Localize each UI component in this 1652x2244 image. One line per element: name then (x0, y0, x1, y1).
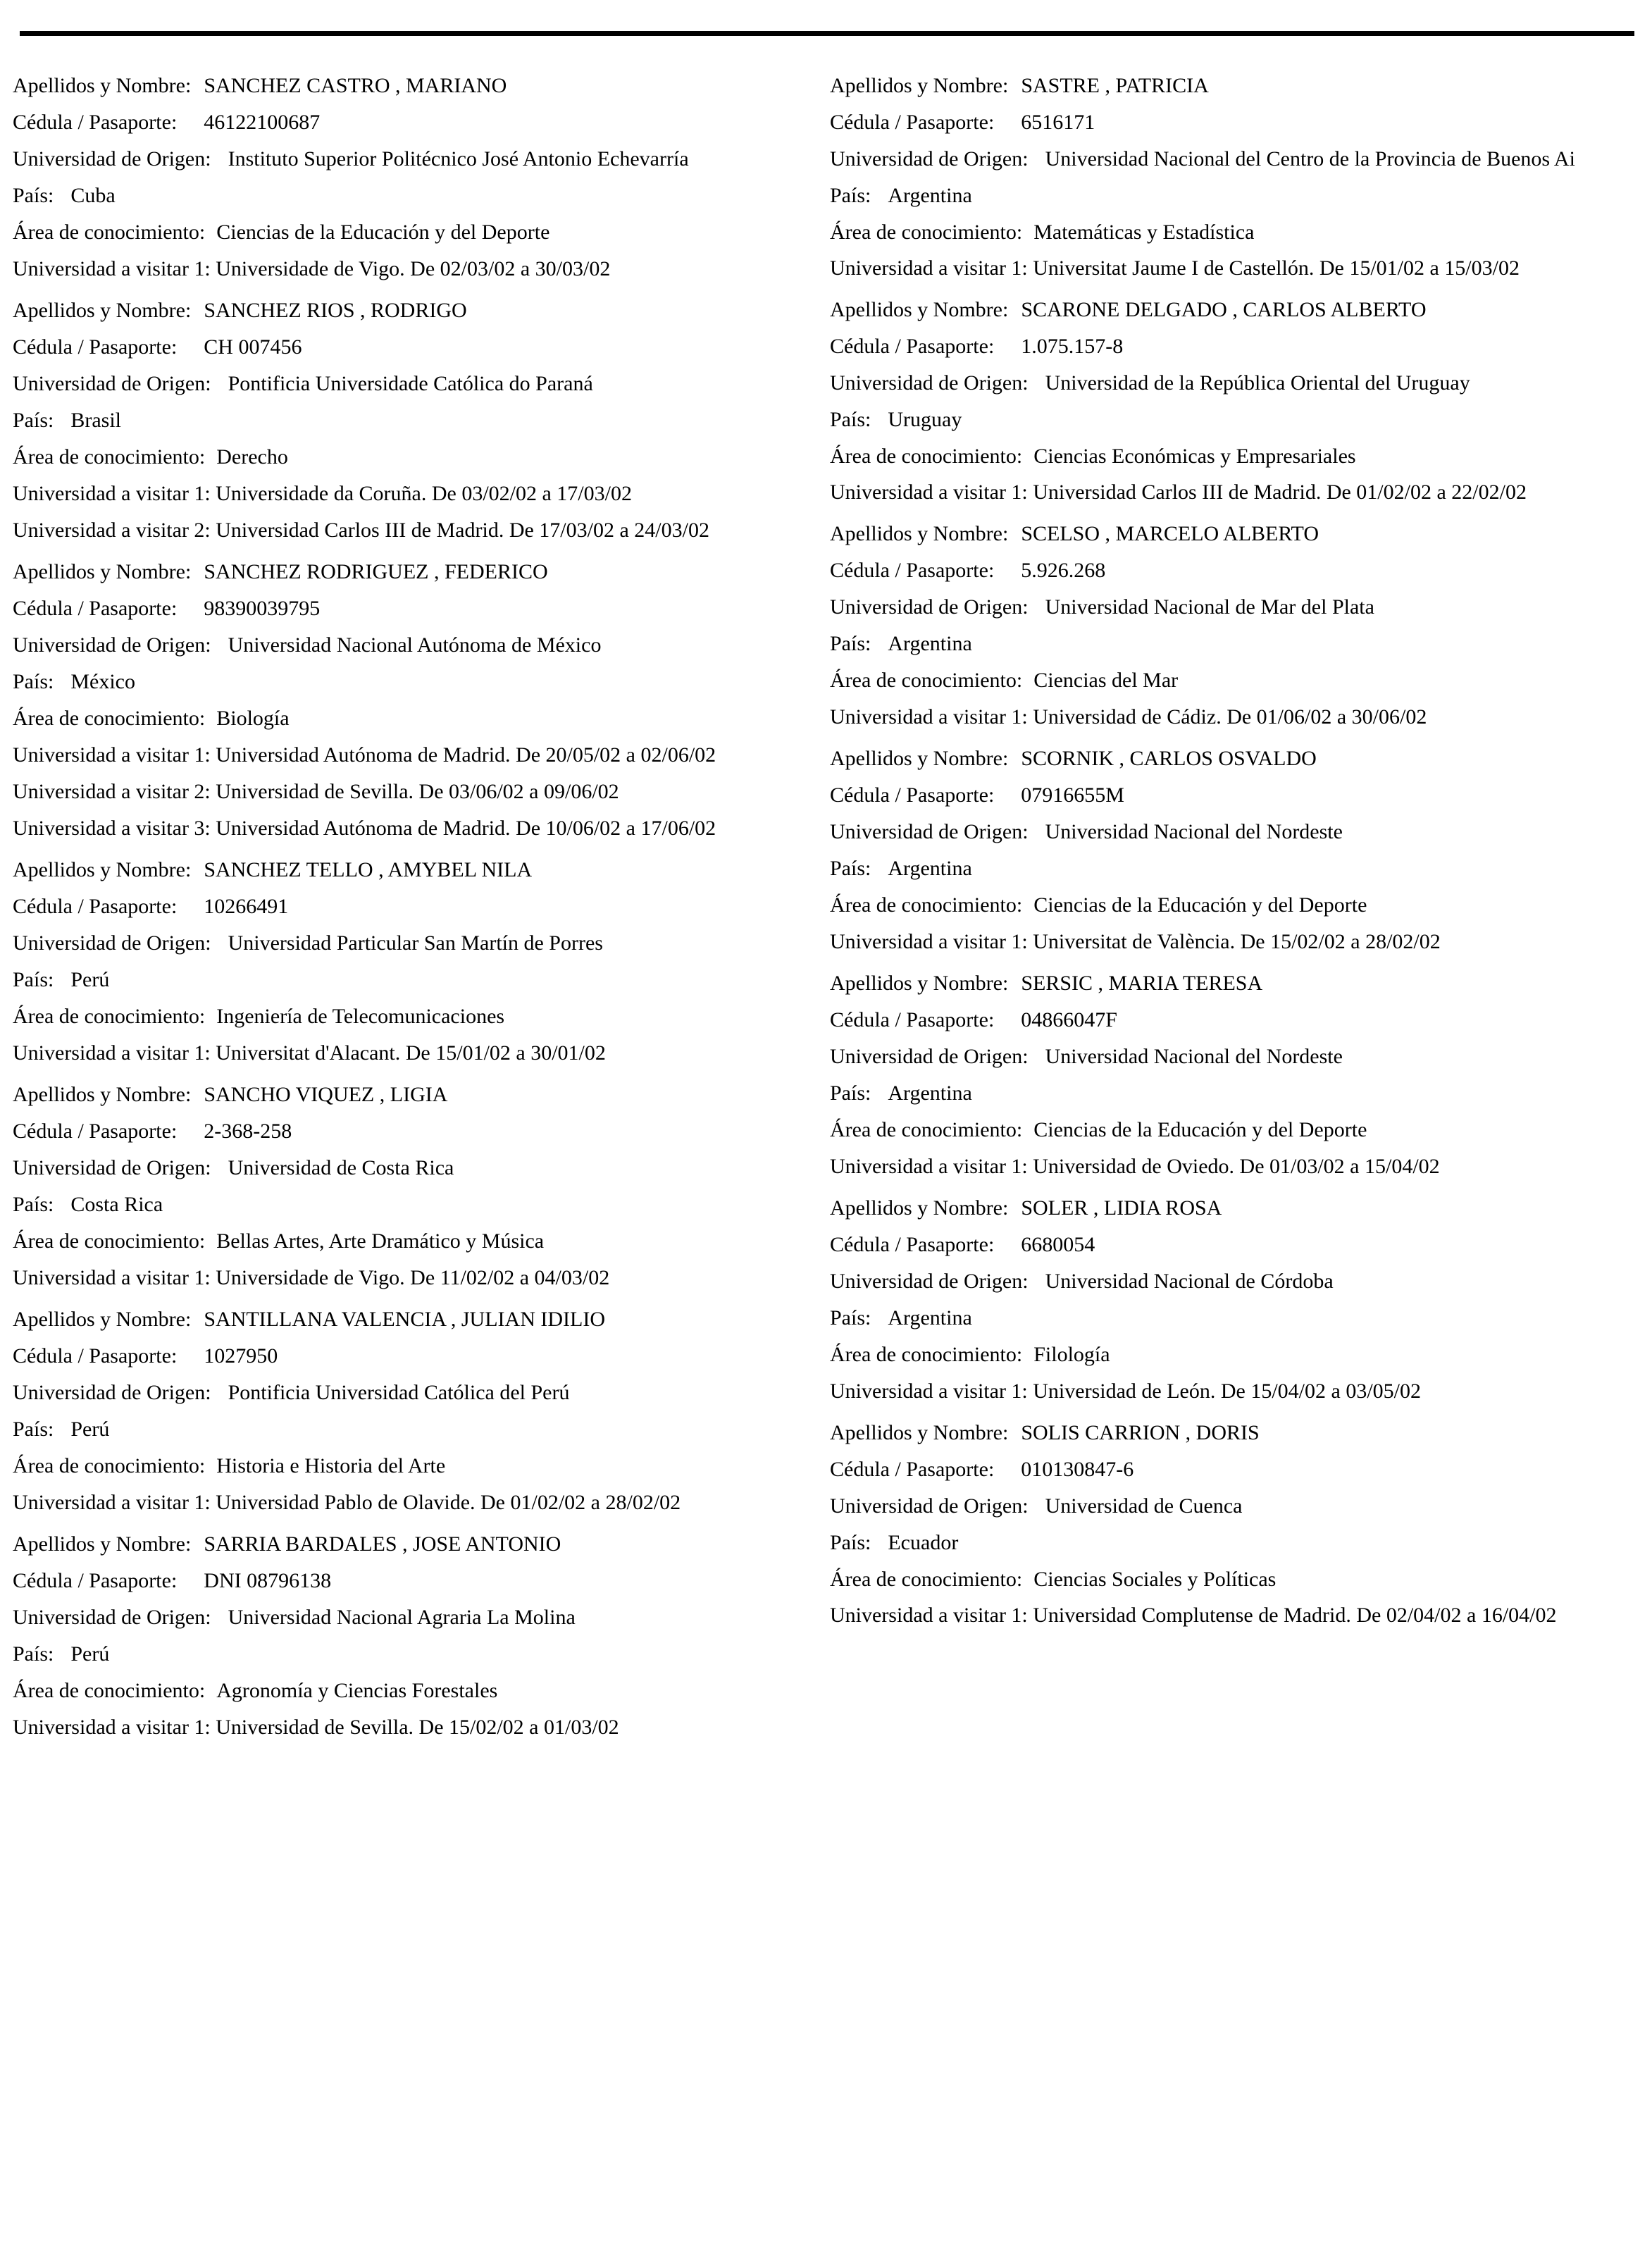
country-row-label: País: (13, 968, 54, 991)
area-row-value: Derecho (216, 445, 288, 469)
area-row (830, 668, 1647, 693)
visit-row: Universidad a visitar 2: Universidad Carlos III de Madrid. De 17/03/02 a 24/03/02 (13, 519, 709, 542)
origin-row-value: Universidad Nacional Agraria La Molina (228, 1606, 576, 1629)
name-row-label: Apellidos y Nombre: (13, 1083, 192, 1106)
id-row-label: Cédula / Pasaporte: (13, 895, 178, 918)
origin-row-value: Universidad de la República Oriental del Uruguay (1045, 371, 1470, 395)
area-row-value: Ciencias Sociales y Políticas (1033, 1568, 1277, 1591)
visit-row: Universidad a visitar 1: Universidade de Vigo. De 11/02/02 a 04/03/02 (13, 1266, 610, 1289)
name-row (830, 1196, 1647, 1220)
origin-row-value: Instituto Superior Politécnico José Antonio Echevarría (228, 147, 689, 171)
origin-row-label: Universidad de Origen: (830, 147, 1029, 171)
id-row-value: CH 007456 (204, 335, 302, 359)
origin-row-label: Universidad de Origen: (13, 1381, 211, 1404)
country-row-label: País: (830, 1531, 871, 1554)
origin-row (830, 595, 1647, 619)
origin-row (830, 1269, 1647, 1294)
id-row-value: 98390039795 (204, 597, 321, 620)
area-row-label: Área de conocimiento: (13, 1005, 206, 1028)
country-row (830, 183, 1647, 208)
name-row-label: Apellidos y Nombre: (13, 858, 192, 881)
area-row-value: Ingeniería de Telecomunicaciones (216, 1005, 505, 1028)
origin-row-value: Universidad Nacional de Mar del Plata (1045, 595, 1374, 619)
id-row-label: Cédula / Pasaporte: (830, 559, 995, 582)
right-column (830, 73, 1647, 1644)
country-row-label: País: (830, 408, 871, 431)
origin-row-label: Universidad de Origen: (830, 371, 1029, 395)
visit-row: Universidad a visitar 1: Universidad Autónoma de Madrid. De 20/05/02 a 02/06/02 (13, 743, 716, 767)
area-row (13, 1453, 816, 1478)
origin-row (830, 147, 1647, 171)
origin-row (13, 1605, 816, 1630)
country-row-value: Argentina (888, 184, 972, 207)
country-row (830, 1530, 1647, 1555)
country-row-label: País: (13, 1418, 54, 1441)
id-row-label: Cédula / Pasaporte: (830, 783, 995, 807)
country-row (13, 669, 816, 694)
area-row-label: Área de conocimiento: (830, 669, 1023, 692)
area-row-label: Área de conocimiento: (830, 1118, 1023, 1141)
visit-row: Universidad a visitar 1: Universidad de Oviedo. De 01/03/02 a 15/04/02 (830, 1155, 1440, 1178)
id-row-value: 10266491 (204, 895, 289, 918)
id-row (830, 558, 1647, 583)
country-row (830, 1081, 1647, 1105)
country-row-label: País: (13, 184, 54, 207)
id-row-value: 6680054 (1021, 1233, 1095, 1256)
area-row (13, 220, 816, 244)
origin-row-label: Universidad de Origen: (13, 372, 211, 395)
id-row (830, 783, 1647, 807)
name-row-label: Apellidos y Nombre: (830, 1421, 1009, 1444)
country-row-value: Perú (70, 1418, 110, 1441)
area-row-label: Área de conocimiento: (13, 445, 206, 469)
country-row (13, 967, 816, 992)
id-row-label: Cédula / Pasaporte: (13, 1569, 178, 1592)
id-row-value: 1.075.157-8 (1021, 335, 1124, 358)
country-row-label: País: (13, 1193, 54, 1216)
area-row-value: Historia e Historia del Arte (216, 1454, 446, 1477)
origin-row (830, 371, 1647, 395)
scholar-entry (830, 297, 1647, 504)
name-row (830, 746, 1647, 771)
scholar-entry (13, 1307, 816, 1515)
country-row (13, 183, 816, 208)
country-row-value: Argentina (888, 632, 972, 655)
origin-row-label: Universidad de Origen: (13, 147, 211, 171)
scholar-entry (830, 1420, 1647, 1628)
area-row (830, 220, 1647, 244)
origin-row-value: Universidad Nacional del Centro de la Provincia de Buenos Ai (1045, 147, 1575, 171)
id-row (13, 596, 816, 621)
id-row-value: 2-368-258 (204, 1120, 292, 1143)
origin-row (830, 819, 1647, 844)
name-row (13, 1532, 816, 1556)
id-row (13, 110, 816, 135)
id-row (830, 1457, 1647, 1482)
id-row-value: 010130847-6 (1021, 1458, 1134, 1481)
name-row (830, 521, 1647, 546)
origin-row-value: Universidad Particular San Martín de Porres (228, 931, 603, 955)
area-row (13, 1229, 816, 1253)
origin-row (830, 1494, 1647, 1518)
country-row-label: País: (830, 1306, 871, 1329)
area-row (830, 444, 1647, 469)
id-row (830, 1008, 1647, 1032)
origin-row-label: Universidad de Origen: (830, 1494, 1029, 1518)
name-row-value: SERSIC , MARIA TERESA (1021, 972, 1263, 995)
id-row-label: Cédula / Pasaporte: (13, 1344, 178, 1368)
country-row (13, 1192, 816, 1217)
scholar-entry (13, 559, 816, 841)
area-row-label: Área de conocimiento: (13, 221, 206, 244)
country-row-value: Perú (70, 968, 110, 991)
origin-row-label: Universidad de Origen: (13, 1156, 211, 1179)
country-row-label: País: (13, 670, 54, 693)
area-row (13, 1004, 816, 1029)
id-row-label: Cédula / Pasaporte: (830, 1008, 995, 1031)
name-row-value: SANCHEZ CASTRO , MARIANO (204, 74, 507, 97)
area-row-value: Matemáticas y Estadística (1033, 221, 1255, 244)
id-row (13, 1344, 816, 1368)
name-row-value: SANTILLANA VALENCIA , JULIAN IDILIO (204, 1308, 605, 1331)
country-row-value: Uruguay (888, 408, 962, 431)
scholar-entry (13, 1532, 816, 1740)
name-row-label: Apellidos y Nombre: (13, 1308, 192, 1331)
origin-row-value: Universidad Nacional Autónoma de México (228, 633, 602, 657)
name-row (13, 559, 816, 584)
country-row-value: Cuba (70, 184, 116, 207)
country-row-label: País: (830, 857, 871, 880)
id-row-label: Cédula / Pasaporte: (830, 1233, 995, 1256)
area-row-label: Área de conocimiento: (830, 445, 1023, 468)
country-row-value: México (70, 670, 135, 693)
area-row (13, 1678, 816, 1703)
id-row-value: 1027950 (204, 1344, 278, 1368)
left-column (13, 73, 816, 1756)
country-row-value: Argentina (888, 1306, 972, 1329)
name-row (13, 1307, 816, 1332)
country-row (830, 631, 1647, 656)
id-row-value: 6516171 (1021, 111, 1095, 134)
country-row-value: Argentina (888, 1081, 972, 1105)
country-row-value: Brasil (70, 409, 122, 432)
country-row-value: Perú (70, 1642, 110, 1666)
name-row-label: Apellidos y Nombre: (13, 74, 192, 97)
country-row (830, 407, 1647, 432)
area-row-value: Ciencias del Mar (1033, 669, 1179, 692)
origin-row-label: Universidad de Origen: (830, 1045, 1029, 1068)
id-row-value: 5.926.268 (1021, 559, 1106, 582)
area-row-label: Área de conocimiento: (830, 1343, 1023, 1366)
country-row-value: Argentina (888, 857, 972, 880)
origin-row-label: Universidad de Origen: (13, 931, 211, 955)
origin-row-value: Universidad Nacional de Córdoba (1045, 1270, 1334, 1293)
name-row (830, 73, 1647, 98)
origin-row-label: Universidad de Origen: (830, 820, 1029, 843)
area-row-label: Área de conocimiento: (13, 1679, 206, 1702)
area-row (830, 1117, 1647, 1142)
visit-row: Universidad a visitar 3: Universidad Autónoma de Madrid. De 10/06/02 a 17/06/02 (13, 817, 716, 840)
area-row-value: Ciencias de la Educación y del Deporte (1033, 893, 1367, 917)
country-row (830, 856, 1647, 881)
country-row-label: País: (830, 1081, 871, 1105)
origin-row-value: Universidad de Cuenca (1045, 1494, 1243, 1518)
name-row-label: Apellidos y Nombre: (830, 1196, 1009, 1220)
area-row (13, 445, 816, 469)
origin-row (13, 1155, 816, 1180)
id-row-value: 46122100687 (204, 111, 321, 134)
area-row-value: Ciencias de la Educación y del Deporte (1033, 1118, 1367, 1141)
name-row-value: SOLER , LIDIA ROSA (1021, 1196, 1222, 1220)
id-row (830, 1232, 1647, 1257)
area-row (830, 1567, 1647, 1592)
name-row (13, 73, 816, 98)
name-row (830, 297, 1647, 322)
id-row-label: Cédula / Pasaporte: (830, 335, 995, 358)
id-row (13, 894, 816, 919)
name-row (13, 857, 816, 882)
name-row (13, 1082, 816, 1107)
name-row-label: Apellidos y Nombre: (13, 560, 192, 583)
name-row-label: Apellidos y Nombre: (830, 972, 1009, 995)
id-row-value: DNI 08796138 (204, 1569, 332, 1592)
visit-row: Universidad a visitar 1: Universidad de Cádiz. De 01/06/02 a 30/06/02 (830, 705, 1427, 729)
area-row (830, 1342, 1647, 1367)
name-row-value: SANCHEZ RIOS , RODRIGO (204, 299, 467, 322)
area-row-value: Biología (216, 707, 290, 730)
visit-row: Universidad a visitar 1: Universidad Carlos III de Madrid. De 01/02/02 a 22/02/02 (830, 481, 1527, 504)
visit-row: Universidad a visitar 1: Universitat de València. De 15/02/02 a 28/02/02 (830, 930, 1441, 953)
origin-row (13, 371, 816, 396)
name-row-value: SCORNIK , CARLOS OSVALDO (1021, 747, 1317, 770)
name-row-value: SASTRE , PATRICIA (1021, 74, 1209, 97)
country-row-label: País: (830, 632, 871, 655)
visit-row: Universidad a visitar 1: Universidade da Coruña. De 03/02/02 a 17/03/02 (13, 482, 632, 505)
area-row (13, 706, 816, 731)
name-row-label: Apellidos y Nombre: (830, 298, 1009, 321)
id-row-label: Cédula / Pasaporte: (830, 111, 995, 134)
name-row-label: Apellidos y Nombre: (830, 747, 1009, 770)
name-row-value: SOLIS CARRION , DORIS (1021, 1421, 1260, 1444)
area-row-label: Área de conocimiento: (13, 707, 206, 730)
id-row-label: Cédula / Pasaporte: (830, 1458, 995, 1481)
area-row-value: Bellas Artes, Arte Dramático y Música (216, 1229, 545, 1253)
scholar-entry (830, 521, 1647, 729)
scholar-entry (13, 73, 816, 281)
origin-row-label: Universidad de Origen: (13, 1606, 211, 1629)
visit-row: Universidad a visitar 1: Universitat Jaume I de Castellón. De 15/01/02 a 15/03/02 (830, 256, 1520, 280)
name-row-value: SCELSO , MARCELO ALBERTO (1021, 522, 1319, 545)
origin-row-value: Universidad Nacional del Nordeste (1045, 1045, 1343, 1068)
origin-row-value: Pontificia Universidade Católica do Paraná (228, 372, 593, 395)
visit-row: Universidad a visitar 1: Universidade de Vigo. De 02/03/02 a 30/03/02 (13, 257, 611, 280)
scholar-entry (830, 73, 1647, 280)
area-row-value: Ciencias Económicas y Empresariales (1033, 445, 1356, 468)
country-row-label: País: (830, 184, 871, 207)
area-row-value: Agronomía y Ciencias Forestales (216, 1679, 498, 1702)
country-row (13, 1417, 816, 1442)
country-row-value: Costa Rica (70, 1193, 163, 1216)
origin-row-value: Universidad de Costa Rica (228, 1156, 454, 1179)
name-row-label: Apellidos y Nombre: (13, 299, 192, 322)
name-row (13, 298, 816, 323)
area-row-label: Área de conocimiento: (830, 221, 1023, 244)
area-row-label: Área de conocimiento: (13, 1229, 206, 1253)
id-row-label: Cédula / Pasaporte: (13, 597, 178, 620)
origin-row-value: Pontificia Universidad Católica del Perú (228, 1381, 570, 1404)
name-row-value: SANCHEZ TELLO , AMYBEL NILA (204, 858, 533, 881)
scholar-entry (830, 971, 1647, 1179)
id-row-label: Cédula / Pasaporte: (13, 1120, 178, 1143)
name-row-value: SANCHO VIQUEZ , LIGIA (204, 1083, 448, 1106)
visit-row: Universidad a visitar 1: Universidad de León. De 15/04/02 a 03/05/02 (830, 1380, 1421, 1403)
country-row (830, 1306, 1647, 1330)
area-row-label: Área de conocimiento: (830, 893, 1023, 917)
visit-row: Universidad a visitar 1: Universidad Complutense de Madrid. De 02/04/02 a 16/04/02 (830, 1604, 1557, 1627)
name-row-value: SCARONE DELGADO , CARLOS ALBERTO (1021, 298, 1427, 321)
id-row-label: Cédula / Pasaporte: (13, 111, 178, 134)
country-row-value: Ecuador (888, 1531, 959, 1554)
origin-row-label: Universidad de Origen: (830, 595, 1029, 619)
name-row-label: Apellidos y Nombre: (830, 522, 1009, 545)
id-row (13, 335, 816, 359)
country-row-label: País: (13, 409, 54, 432)
area-row-label: Área de conocimiento: (13, 1454, 206, 1477)
area-row-value: Filología (1033, 1343, 1110, 1366)
name-row-value: SANCHEZ RODRIGUEZ , FEDERICO (204, 560, 548, 583)
id-row-label: Cédula / Pasaporte: (13, 335, 178, 359)
visit-row: Universidad a visitar 1: Universidad de Sevilla. De 15/02/02 a 01/03/02 (13, 1716, 619, 1739)
origin-row (13, 1380, 816, 1405)
country-row-label: País: (13, 1642, 54, 1666)
id-row (830, 334, 1647, 359)
id-row-value: 07916655M (1021, 783, 1124, 807)
origin-row (13, 633, 816, 657)
name-row-label: Apellidos y Nombre: (830, 74, 1009, 97)
origin-row-value: Universidad Nacional del Nordeste (1045, 820, 1343, 843)
scholar-entry (13, 857, 816, 1065)
name-row (830, 1420, 1647, 1445)
visit-row: Universidad a visitar 1: Universitat d'Alacant. De 15/01/02 a 30/01/02 (13, 1041, 606, 1065)
origin-row (13, 931, 816, 955)
scholar-entry (13, 298, 816, 543)
country-row (13, 408, 816, 433)
area-row (830, 893, 1647, 917)
country-row (13, 1642, 816, 1666)
origin-row-label: Universidad de Origen: (830, 1270, 1029, 1293)
origin-row (13, 147, 816, 171)
scholar-entry (13, 1082, 816, 1290)
area-row-label: Área de conocimiento: (830, 1568, 1023, 1591)
name-row-value: SARRIA BARDALES , JOSE ANTONIO (204, 1532, 561, 1556)
visit-row: Universidad a visitar 1: Universidad Pablo de Olavide. De 01/02/02 a 28/02/02 (13, 1491, 681, 1514)
scholar-entry (830, 746, 1647, 954)
area-row-value: Ciencias de la Educación y del Deporte (216, 221, 550, 244)
top-rule (20, 31, 1634, 36)
name-row-label: Apellidos y Nombre: (13, 1532, 192, 1556)
name-row (830, 971, 1647, 996)
scholar-entry (830, 1196, 1647, 1403)
visit-row: Universidad a visitar 2: Universidad de Sevilla. De 03/06/02 a 09/06/02 (13, 780, 619, 803)
id-row-value: 04866047F (1021, 1008, 1117, 1031)
id-row (13, 1568, 816, 1593)
id-row (13, 1119, 816, 1143)
origin-row-label: Universidad de Origen: (13, 633, 211, 657)
id-row (830, 110, 1647, 135)
origin-row (830, 1044, 1647, 1069)
